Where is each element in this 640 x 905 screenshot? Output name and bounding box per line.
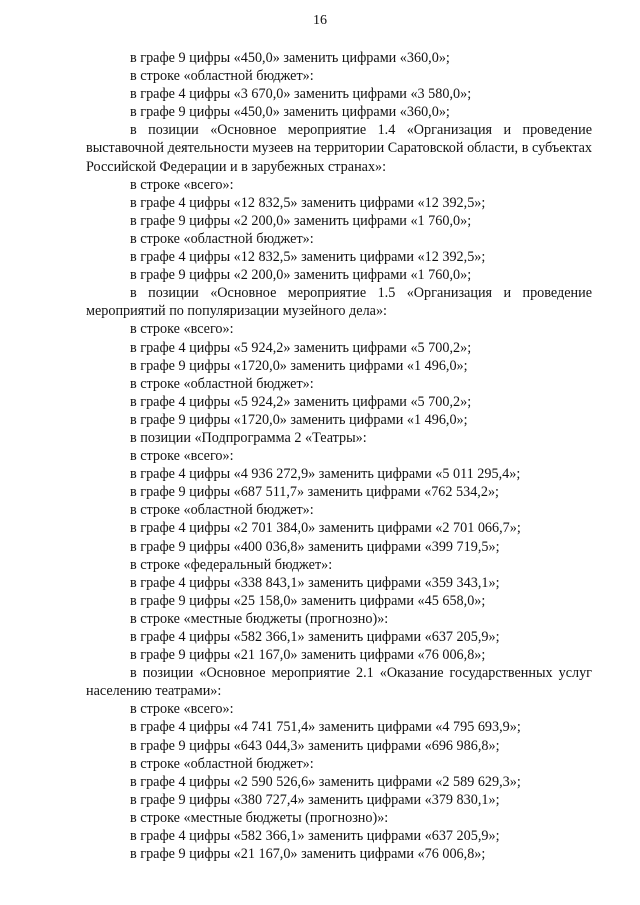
text-line: в графе 4 цифры «582 366,1» заменить цифрами «637 205,9»; — [130, 828, 500, 845]
text-line: в графе 4 цифры «2 590 526,6» заменить цифрами «2 589 629,3»; — [130, 773, 521, 790]
text-line: в графе 9 цифры «21 167,0» заменить цифрами «76 006,8»; — [130, 846, 486, 863]
text-line: в графе 9 цифры «1720,0» заменить цифрами «1 496,0»; — [130, 357, 468, 374]
text-line: в графе 4 цифры «5 924,2» заменить цифрами «5 700,2»; — [130, 393, 472, 410]
text-line: в графе 4 цифры «582 366,1» заменить цифрами «637 205,9»; — [130, 629, 500, 645]
page-number: 16 — [313, 13, 327, 28]
text-line: в строке «областной бюджет»: — [130, 755, 314, 772]
text-line: в строке «всего»: — [130, 321, 234, 338]
text-line: в строке «областной бюджет»: — [130, 502, 314, 519]
text-line: в позиции «Подпрограмма 2 «Театры»: — [130, 429, 367, 446]
text-line: в графе 4 цифры «12 832,5» заменить цифрами «12 392,5»; — [130, 249, 486, 266]
text-line: в строке «областной бюджет»: — [130, 230, 314, 247]
text-line: в строке «областной бюджет»: — [130, 375, 314, 392]
text-line: в графе 4 цифры «2 701 384,0» заменить цифрами «2 701 066,7»; — [130, 520, 521, 537]
text-line: в графе 9 цифры «400 036,8» заменить цифрами «399 719,5»; — [130, 538, 500, 555]
text-line: в строке «всего»: — [130, 176, 234, 193]
text-line: в графе 9 цифры «2 200,0» заменить цифрами «1 760,0»; — [130, 267, 472, 284]
text-line: в графе 9 цифры «25 158,0» заменить цифрами «45 658,0»; — [130, 592, 486, 609]
text-line: в графе 9 цифры «450,0» заменить цифрами «360,0»; — [130, 50, 450, 66]
text-line: в графе 9 цифры «1720,0» заменить цифрами «1 496,0»; — [130, 411, 468, 428]
text-line: в графе 4 цифры «4 936 272,9» заменить цифрами «5 011 295,4»; — [130, 466, 521, 483]
text-line: в графе 9 цифры «450,0» заменить цифрами «360,0»; — [130, 104, 450, 121]
text-line: в графе 4 цифры «338 843,1» заменить цифрами «359 343,1»; — [130, 574, 500, 591]
text-line: в графе 9 цифры «2 200,0» заменить цифрами «1 760,0»; — [130, 212, 472, 229]
text-line: в строке «всего»: — [130, 701, 234, 718]
text-line: в графе 4 цифры «5 924,2» заменить цифрами «5 700,2»; — [130, 339, 472, 356]
text-line: в строке «местные бюджеты (прогнозно)»: — [130, 610, 389, 627]
text-line: в графе 4 цифры «3 670,0» заменить цифрами «3 580,0»; — [130, 86, 472, 103]
text-line: в строке «федеральный бюджет»: — [130, 556, 333, 573]
text-line: в строке «местные бюджеты (прогнозно)»: — [130, 809, 389, 826]
text-paragraph: в позиции «Основное мероприятие 1.5 «Организация и проведение мероприятий по популяризации музейного дела»: — [86, 285, 592, 320]
text-paragraph: в позиции «Основное мероприятие 2.1 «Оказание государственных услуг населению театрами»: — [86, 665, 592, 700]
text-line: в графе 9 цифры «380 727,4» заменить цифрами «379 830,1»; — [130, 791, 500, 808]
text-line: в строке «всего»: — [130, 448, 234, 465]
text-line: в графе 9 цифры «643 044,3» заменить цифрами «696 986,8»; — [130, 737, 500, 754]
text-line: в графе 4 цифры «4 741 751,4» заменить цифрами «4 795 693,9»; — [130, 719, 521, 736]
text-line: в графе 9 цифры «687 511,7» заменить цифрами «762 534,2»; — [130, 484, 499, 501]
text-line: в строке «областной бюджет»: — [130, 68, 314, 85]
text-line: в графе 9 цифры «21 167,0» заменить цифрами «76 006,8»; — [130, 647, 486, 664]
text-line: в графе 4 цифры «12 832,5» заменить цифрами «12 392,5»; — [130, 194, 486, 211]
document-body — [86, 49, 592, 863]
text-paragraph: в позиции «Основное мероприятие 1.4 «Организация и проведение выставочной деятельности музеев на территории Саратовской области, в субъектах Российской Федерации и в зарубежных странах»: — [86, 122, 592, 175]
